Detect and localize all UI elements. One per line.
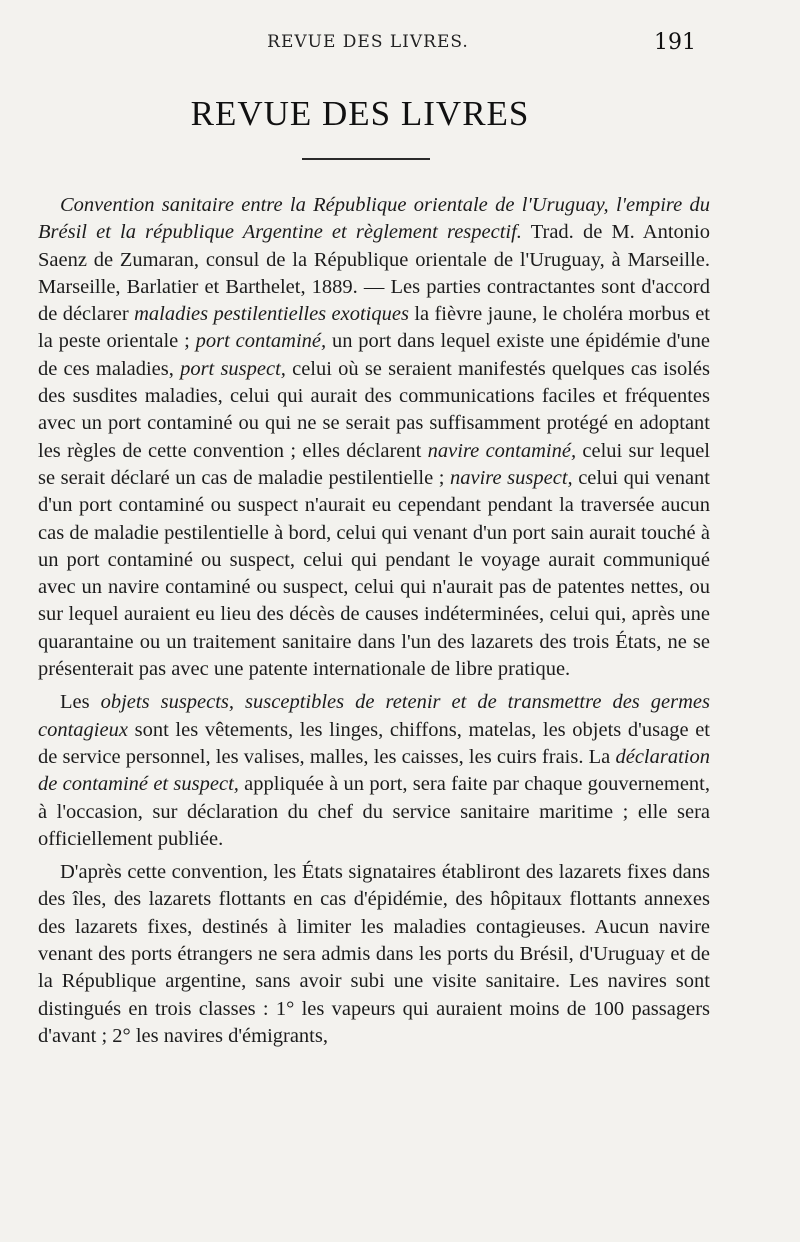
text-run: Les [60, 691, 101, 714]
paragraph-1 [38, 192, 710, 683]
text-run: maladies pestilentielles exotiques [134, 303, 409, 326]
title-rule [302, 158, 430, 160]
paragraph-2 [38, 689, 710, 853]
text-run: Convention sanitaire entre la République orientale de l'Uruguay, l'empire du Brésil et la république Argentine et règlement respectif. [38, 194, 710, 244]
text-run: objets suspects, susceptibles de retenir et de transmettre des germes contagieux [38, 691, 710, 741]
article-body [38, 192, 710, 1050]
text-run: D'après cette convention, les États signataires établiront des lazarets fixes dans des îles, des lazarets flottants en cas d'épidémie, des hôpitaux flottants annexes des lazarets fixes, destinés à limiter les maladies contagieuses. Aucun navire venant des ports étrangers ne sera admis dans les ports du Brésil, d'Uruguay et de la République argentine, sans avoir subi une visite sanitaire. Les navires sont distingués en trois classes : 1° les vapeurs qui auraient moins de 100 passagers d'avant ; 2° les navires d'émigrants, [38, 861, 710, 1047]
paragraph-3 [38, 859, 710, 1050]
text-run: celui où se seraient manifestés quelques cas isolés des susdites maladies, celui qui aurait des communications faciles et fréquentes avec un port contaminé ou qui ne se serait pas suffisamment protégé en adoptant les règles de cette convention ; elles déclarent [38, 357, 710, 462]
text-run: port contaminé, [195, 330, 327, 353]
text-run: un port dans lequel existe une épidémie d'une de ces maladies, [38, 330, 710, 380]
text-run: déclaration de contaminé et suspect, [38, 745, 710, 796]
section-title: REVUE DES LIVRES [190, 94, 530, 133]
text-run: navire contaminé, [427, 439, 577, 462]
text-run: celui qui venant d'un port contaminé ou suspect n'aurait eu cependant pendant la traversée aucun cas de maladie pestilentielle à bord, celui qui venant d'un port sain aurait touché à un port contaminé ou suspect, celui qui pendant le voyage aurait communiqué avec un navire contaminé ou suspect, celui qui n'aurait pas de patentes nettes, ou sur lequel auraient eu lieu des décès de causes indéterminées, celui qui, après une quarantaine ou un traitement sanitaire dans l'un des lazarets des trois États, ne se présenterait pas avec une patente internationale de libre pratique. [38, 466, 711, 681]
text-run: Trad. de M. Antonio Saenz de Zumaran, consul de la République orientale de l'Uruguay, à Marseille. Marseille, Barlatier et Barthelet, 1889. — Les parties contractantes sont d'accord de déclarer [38, 221, 710, 326]
text-run: la fièvre jaune, le choléra morbus et la peste orientale ; [38, 303, 710, 353]
page-number: 191 [654, 30, 696, 55]
text-run: port suspect, [180, 357, 286, 380]
text-run: celui sur lequel se serait déclaré un cas de maladie pestilentielle ; [38, 439, 710, 489]
text-run: sont les vêtements, les linges, chiffons, matelas, les objets d'usage et de service personnel, les valises, malles, les caisses, les cuirs frais. La [38, 718, 710, 768]
text-run: navire suspect, [450, 466, 573, 489]
running-header: REVUE DES LIVRES. [267, 32, 469, 52]
text-run: appliquée à un port, sera faite par chaque gouvernement, à l'occasion, sur déclaration du chef du service sanitaire maritime ; elle sera officiellement publiée. [38, 773, 710, 850]
